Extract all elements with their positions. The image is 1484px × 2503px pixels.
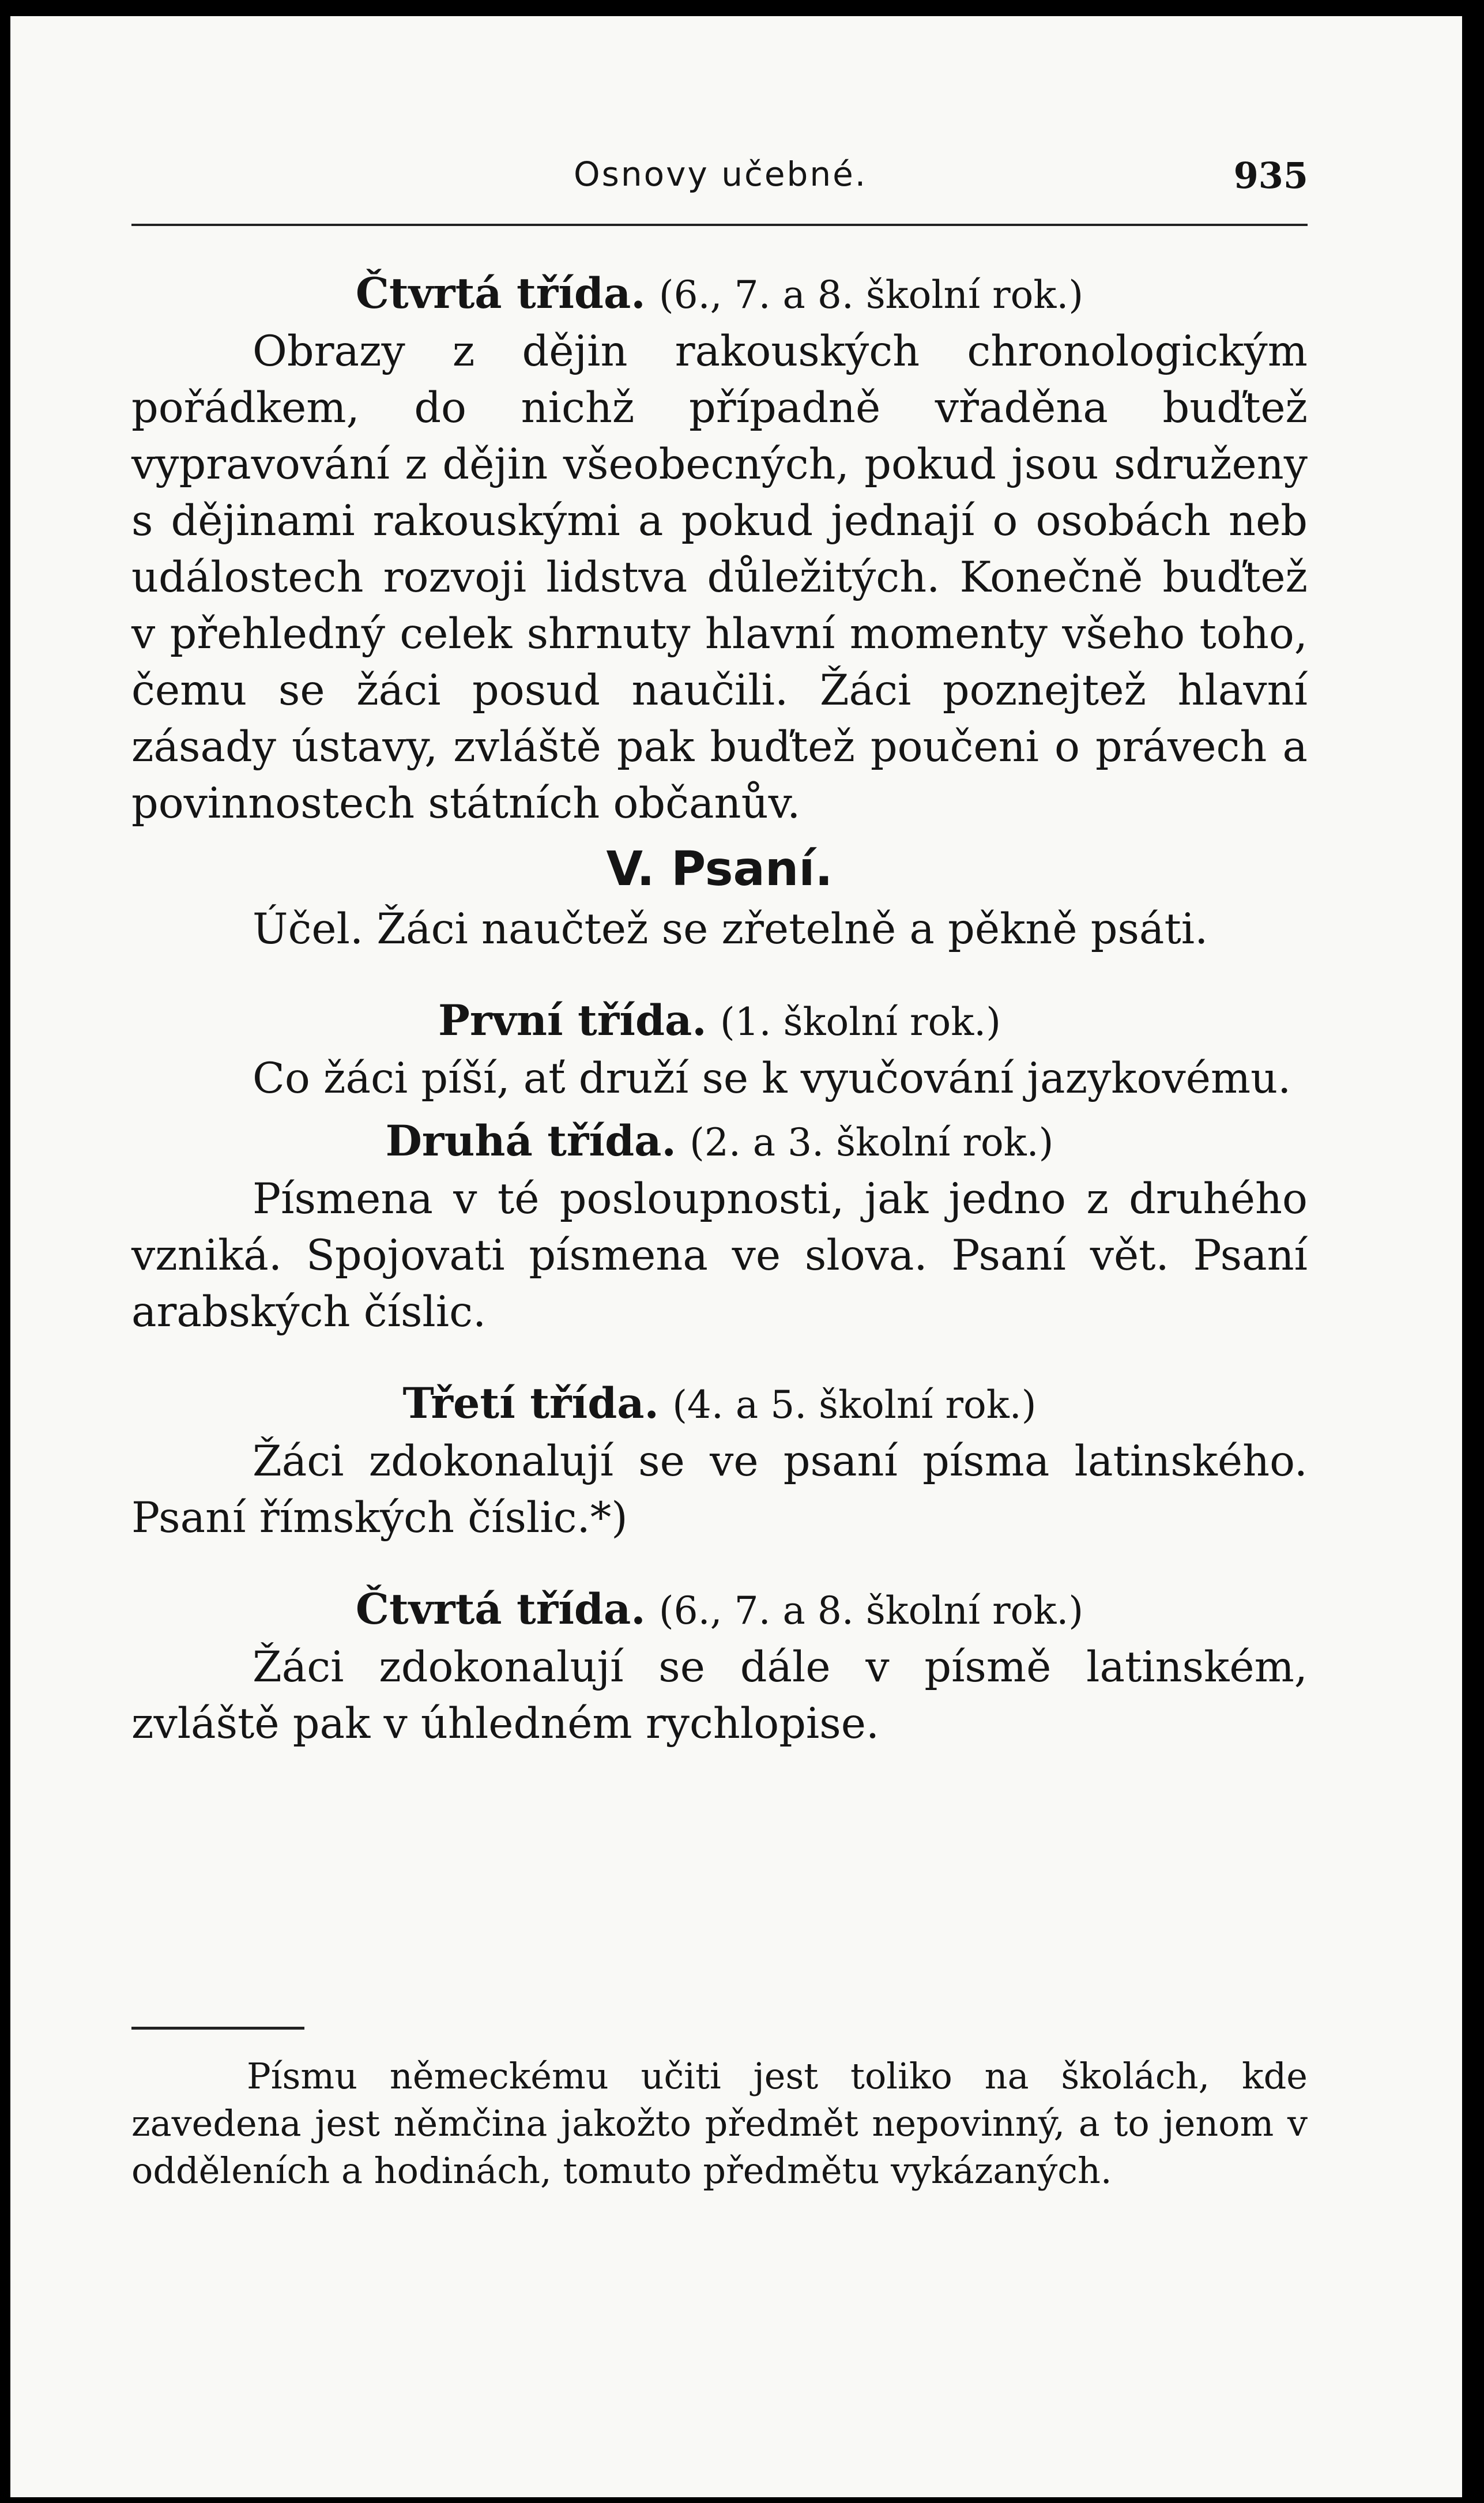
header-rule <box>131 224 1308 226</box>
section-heading-second-class <box>131 1113 1308 1171</box>
running-head: Osnovy učebné. <box>574 155 868 194</box>
heading-title: Třetí třída. <box>402 1379 659 1428</box>
paragraph-third-class: Žáci zdokonalují se ve psaní písma latinského. Psaní římských číslic.*) <box>131 1437 1308 1542</box>
scan-border-top <box>0 0 1484 16</box>
section-heading-fourth-class-writing <box>131 1581 1308 1639</box>
heading-title: Čtvrtá třída. <box>355 269 646 318</box>
chapter-title-writing: V. Psaní. <box>606 842 833 897</box>
paragraph-fourth-class-writing: Žáci zdokonalují se dále v písmě latinském, zvláště pak v úhledném rychlopise. <box>131 1643 1308 1748</box>
heading-years: (6., 7. a 8. školní rok.) <box>658 1589 1084 1633</box>
paragraph-history-fourth-class: Obrazy z dějin rakouských chronologickým pořádkem, do nichž případně vřaděna buďtež vypravování z dějin všeobecných, pokud jsou sdruženy s dějinami rakouskými a pokud jednají o osobách neb událostech rozvoji lidstva důležitých. Konečně buďtež v přehledný celek shrnuty hlavní momenty všeho toho, čemu se žáci posud naučili. Žáci poznejtež hlavní zásady ústavy, zvláště pak buďtež poučeni o právech a povinnostech státních občanův. <box>131 327 1308 828</box>
paragraph-purpose: Účel. Žáci naučtež se zřetelně a pěkně psáti. <box>253 905 1208 954</box>
heading-title: První třída. <box>438 996 707 1045</box>
footnote-rule <box>131 2027 304 2030</box>
page-number: 935 <box>1233 155 1308 197</box>
section-heading-first-class <box>131 992 1308 1051</box>
heading-years: (6., 7. a 8. školní rok.) <box>658 273 1084 317</box>
scan-border-left <box>0 0 10 2503</box>
heading-title: Druhá třída. <box>385 1116 676 1166</box>
footnote: Písmu německému učiti jest toliko na školách, kde zavedena jest němčina jakožto předmět nepovinný, a to jenom v odděleních a hodinách, tomuto předmětu vykázaných. <box>131 2055 1308 2192</box>
scan-border-right <box>1462 0 1484 2503</box>
paragraph-second-class: Písmena v té posloupnosti, jak jedno z druhého vzniká. Spojovati písmena ve slova. Psaní vět. Psaní arabských číslic. <box>131 1175 1308 1337</box>
heading-title: Čtvrtá třída. <box>355 1584 646 1634</box>
heading-years: (2. a 3. školní rok.) <box>690 1120 1054 1165</box>
section-heading-third-class <box>131 1375 1308 1433</box>
heading-years: (4. a 5. školní rok.) <box>672 1383 1037 1427</box>
heading-years: (1. školní rok.) <box>720 1000 1001 1044</box>
paragraph-first-class: Co žáci píší, ať druží se k vyučování jazykovému. <box>253 1054 1291 1103</box>
section-heading-fourth-class <box>131 265 1308 323</box>
scan-border-bottom <box>0 2497 1484 2503</box>
page-body <box>131 265 1308 1752</box>
